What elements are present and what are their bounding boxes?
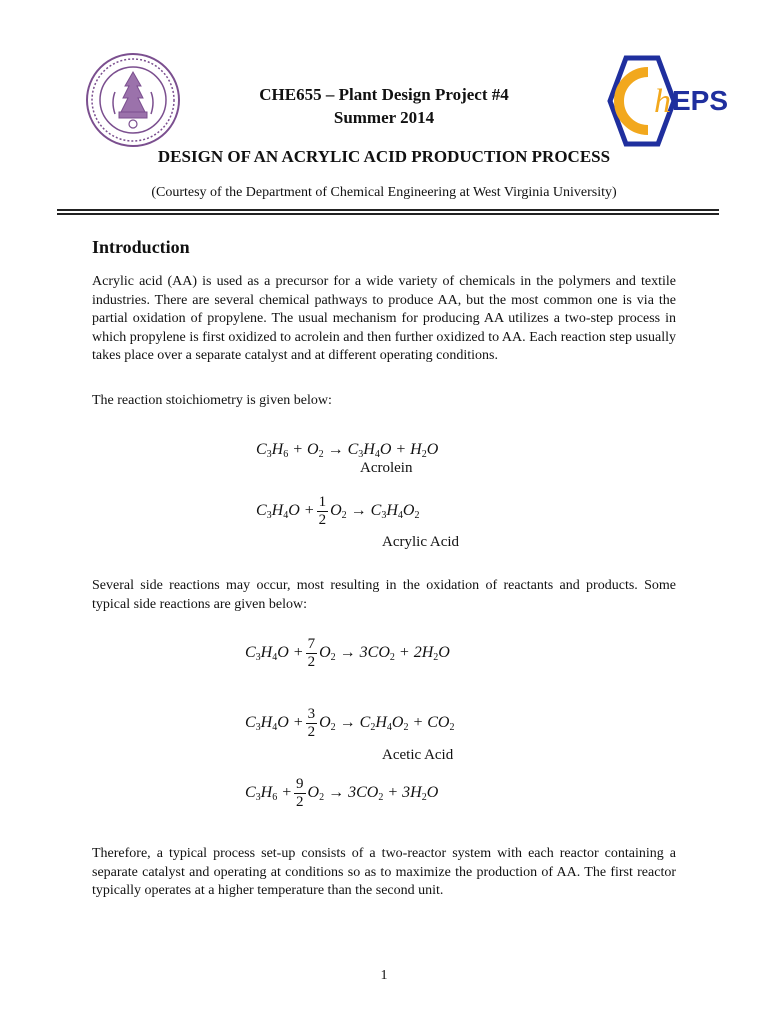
logo-script-letter: h bbox=[654, 83, 671, 120]
fraction-three-half: $\frac{3}{2}$ bbox=[307, 706, 316, 740]
header-rule-top bbox=[57, 209, 719, 211]
term-line: Summer 2014 bbox=[333, 108, 435, 127]
logo-text: EPS bbox=[672, 85, 729, 116]
equation-propylene-combustion: $C_3H_6$ + $\frac{9}{2}$ $O_2 \to 3CO_2 + 3H_2O$ bbox=[245, 776, 439, 810]
section-heading-introduction: Introduction bbox=[92, 237, 190, 257]
paragraph-side-reactions: Several side reactions may occur, most resulting in the oxidation of reactants and products. Some typical side reactions are given below: bbox=[92, 578, 676, 612]
paragraph-process-setup: Therefore, a typical process set-up consists of a two-reactor system with each reactor containing a separate catalyst and operating at conditions so as to maximize the production of AA. The first reactor typically operates at a higher temperature than the second unit. bbox=[92, 846, 676, 898]
header-rule-bottom bbox=[57, 213, 719, 215]
paragraph-stoichiometry: The reaction stoichiometry is given below: bbox=[92, 393, 332, 408]
document-title: DESIGN OF AN ACRYLIC ACID PRODUCTION PROCESS bbox=[157, 147, 611, 166]
label-acrylic-acid: Acrylic Acid bbox=[382, 534, 460, 550]
course-title: CHE655 – Plant Design Project #4 bbox=[259, 85, 509, 104]
equation-acrolein-to-acrylic-acid: $C_3H_4O$ + $\frac{1}{2}$ $O_2 \to C_3H_4O_2$ bbox=[256, 494, 420, 528]
paragraph-intro: Acrylic acid (AA) is used as a precursor for a wide variety of chemicals in the polymers and textile industries. There are several chemical pathways to produce AA, but the most common one is via the partial oxidation of propylene. The usual mechanism for producing AA utilizes a two-step process in which propylene is first oxidized to acrolein and then further oxidized to AA. Each reaction step usually takes place over a separate catalyst and at different operating conditions. bbox=[92, 274, 676, 363]
courtesy-line: (Courtesy of the Department of Chemical Engineering at West Virginia University) bbox=[151, 185, 617, 200]
label-acrolein: Acrolein bbox=[360, 460, 413, 476]
equation-acrolein-to-acetic-acid: $C_3H_4O$ + $\frac{3}{2}$ $O_2 \to C_2H_4O_2 + CO_2$ bbox=[245, 706, 455, 740]
fraction-seven-half: $\frac{7}{2}$ bbox=[307, 636, 316, 670]
equation-propylene-to-acrolein: $C_3H_6 + O_2 \to C_3H_4O + H_2O$ bbox=[256, 441, 439, 460]
equation-acrolein-combustion: $C_3H_4O$ + $\frac{7}{2}$ $O_2 \to 3CO_2 + 2H_2O$ bbox=[245, 636, 450, 670]
fraction-one-half: $\frac{1}{2}$ bbox=[318, 494, 327, 528]
fraction-nine-half: $\frac{9}{2}$ bbox=[296, 776, 304, 810]
page-number: 1 bbox=[380, 968, 388, 983]
label-acetic-acid: Acetic Acid bbox=[382, 747, 454, 763]
